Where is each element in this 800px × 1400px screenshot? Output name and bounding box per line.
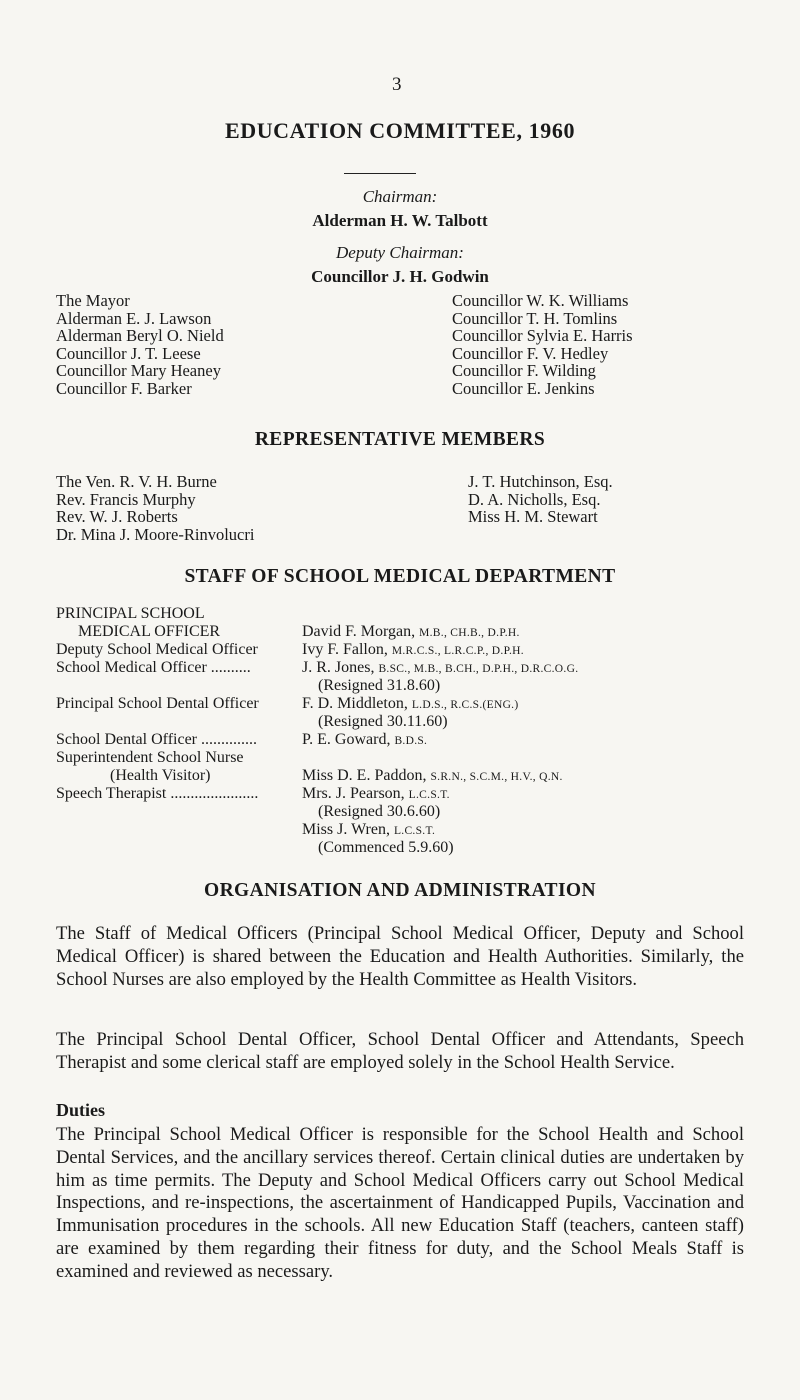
representative-name: Rev. W. J. Roberts <box>56 507 178 527</box>
staff-name: David F. Morgan, <box>302 623 420 640</box>
representative-name: Rev. Francis Murphy <box>56 489 196 509</box>
member-name: Councillor Mary Heaney <box>56 361 221 381</box>
member-name: The Mayor <box>56 291 130 310</box>
staff-name: Ivy F. Fallon, <box>302 641 392 658</box>
staff-entry <box>302 821 435 841</box>
representative-name: Miss H. M. Stewart <box>468 507 598 527</box>
organisation-paragraph: The Staff of Medical Officers (Principal School Medical Officer, Deputy and School Medical Officer) is shared between the Education and Health Authorities. Similarly, the School Nurses are also employed by the Health Committee as Health Visitors. <box>56 923 744 990</box>
organisation-paragraph: The Principal School Dental Officer, School Dental Officer and Attendants, Speech Therapist and some clerical staff are employed solely in the School Health Service. <box>56 1029 744 1073</box>
committee-members-right <box>452 292 633 398</box>
title-divider <box>344 173 416 174</box>
staff-qualifications: L.C.S.T. <box>408 789 450 801</box>
deputy-chairman-name: Councillor J. H. Godwin <box>311 267 489 286</box>
organisation-heading: ORGANISATION AND ADMINISTRATION <box>204 880 596 901</box>
staff-name: Miss D. E. Paddon, <box>302 767 431 784</box>
representative-members-heading: REPRESENTATIVE MEMBERS <box>254 429 546 450</box>
staff-entry <box>302 641 524 661</box>
staff-name: J. R. Jones, <box>302 659 379 676</box>
representatives-right <box>468 473 613 526</box>
member-name: Councillor F. V. Hedley <box>452 343 609 363</box>
staff-role: Deputy School Medical Officer <box>56 641 258 658</box>
member-name: Alderman Beryl O. Nield <box>56 326 224 346</box>
page-title: EDUCATION COMMITTEE, 1960 <box>224 118 576 143</box>
chairman-name: Alderman H. W. Talbott <box>312 211 488 230</box>
staff-heading: STAFF OF SCHOOL MEDICAL DEPARTMENT <box>184 566 616 587</box>
duties-paragraph: The Principal School Medical Officer is responsible for the School Health and School Dental Services, and the ancillary services thereof. Certain clinical duties are undertaken by him as time permits. The Deputy and School Medical Officers carry out School Medical Inspections, and re-inspections, the ascertainment of Handicapped Pupils, Vaccination and Immunisation procedures in the schools. All new Education Staff (teachers, canteen staff) are examined by them regarding their fitness for duty, and the School Meals Staff is examined and reviewed as necessary. <box>56 1124 744 1282</box>
staff-note: (Resigned 31.8.60) <box>318 677 441 694</box>
committee-members-left <box>56 292 224 398</box>
staff-name: F. D. Middleton, <box>302 695 412 712</box>
member-name: Councillor J. T. Leese <box>56 343 201 363</box>
staff-qualifications: B.SC., M.B., B.CH., D.P.H., D.R.C.O.G. <box>378 663 579 675</box>
member-name: Councillor T. H. Tomlins <box>452 308 618 328</box>
member-name: Councillor W. K. Williams <box>452 291 629 310</box>
deputy-chairman-label: Deputy Chairman: <box>336 243 464 262</box>
member-name: Councillor F. Wilding <box>452 361 596 381</box>
staff-role: School Dental Officer .............. <box>56 731 257 748</box>
staff-name: Miss J. Wren, <box>302 821 394 838</box>
staff-qualifications: B.D.S. <box>394 735 428 747</box>
staff-entry <box>302 731 427 751</box>
duties-heading: Duties <box>56 1100 105 1120</box>
chairman-label: Chairman: <box>362 187 438 206</box>
staff-role: Principal School Dental Officer <box>56 695 259 712</box>
staff-qualifications: L.D.S., R.C.S.(ENG.) <box>411 699 519 711</box>
representative-name: The Ven. R. V. H. Burne <box>56 472 217 491</box>
staff-entry <box>302 695 518 715</box>
staff-note: (Resigned 30.11.60) <box>318 713 448 730</box>
staff-role: School Medical Officer .......... <box>56 659 251 676</box>
page-number: 3 <box>392 74 402 95</box>
staff-role: Superintendent School Nurse <box>56 749 244 766</box>
staff-role: MEDICAL OFFICER <box>78 623 221 640</box>
staff-note: (Resigned 30.6.60) <box>318 803 441 820</box>
staff-name: P. E. Goward, <box>302 731 395 748</box>
staff-qualifications: L.C.S.T. <box>393 825 436 837</box>
member-name: Councillor F. Barker <box>56 378 192 398</box>
representative-name: D. A. Nicholls, Esq. <box>468 489 601 509</box>
staff-entry <box>302 623 520 643</box>
member-name: Councillor E. Jenkins <box>452 378 595 398</box>
representative-name: Dr. Mina J. Moore-Rinvolucri <box>56 524 255 544</box>
staff-entry <box>302 767 563 787</box>
staff-name: Mrs. J. Pearson, <box>302 785 409 802</box>
member-name: Councillor Sylvia E. Harris <box>452 326 633 346</box>
staff-entry <box>302 785 450 805</box>
staff-role: (Health Visitor) <box>110 767 211 784</box>
member-name: Alderman E. J. Lawson <box>56 308 212 328</box>
staff-qualifications: M.B., CH.B., D.P.H. <box>419 627 520 639</box>
staff-entry <box>302 659 578 679</box>
staff-qualifications: S.R.N., S.C.M., H.V., Q.N. <box>430 771 563 783</box>
staff-qualifications: M.R.C.S., L.R.C.P., D.P.H. <box>391 645 524 657</box>
representative-name: J. T. Hutchinson, Esq. <box>468 472 613 491</box>
staff-note: (Commenced 5.9.60) <box>318 839 454 856</box>
staff-role: PRINCIPAL SCHOOL <box>56 605 205 622</box>
representatives-left <box>56 473 254 543</box>
staff-role: Speech Therapist ...................... <box>56 785 259 802</box>
